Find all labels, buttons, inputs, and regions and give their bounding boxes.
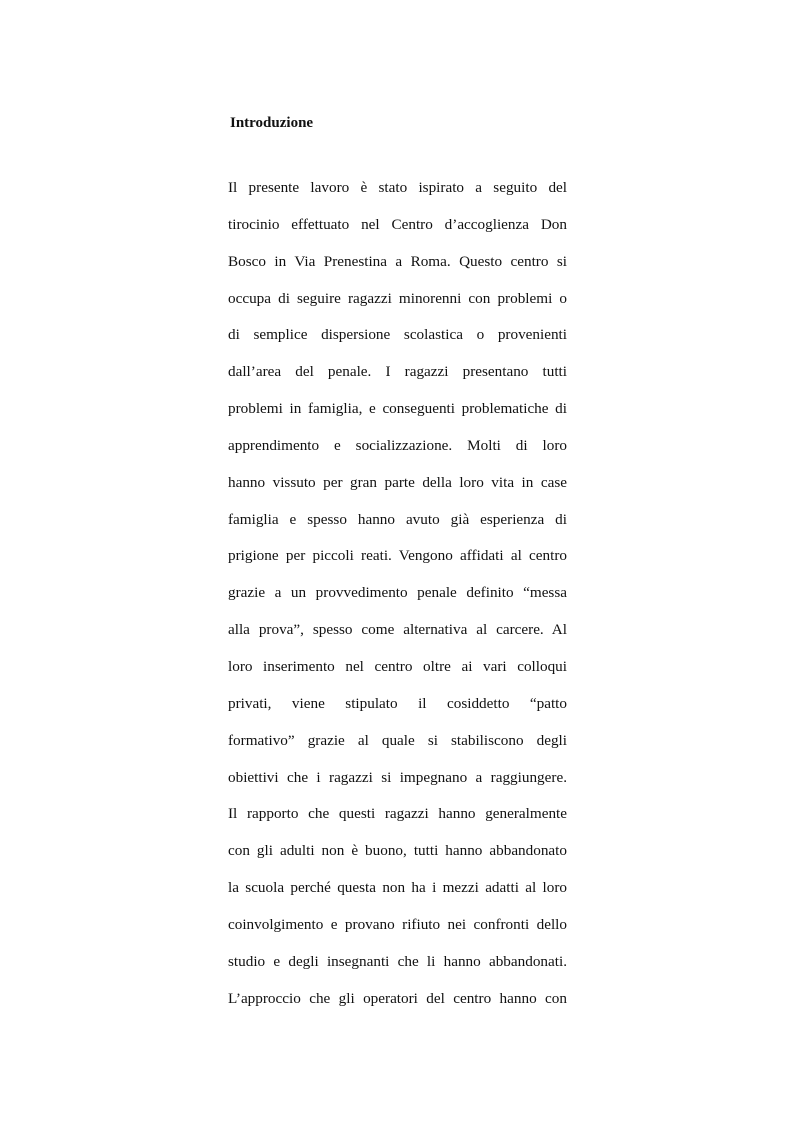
text-line: Il presente lavoro è stato ispirato a seguito del [228,179,567,196]
text-line: di semplice dispersione scolastica o provenienti [228,326,567,344]
text-line: Il rapporto che questi ragazzi hanno generalmente [228,805,567,823]
text-line: loro inserimento nel centro oltre ai vari colloqui [228,657,567,675]
text-line: prigione per piccoli reati. Vengono affidati al centro [228,547,567,565]
text-line: Bosco in Via Prenestina a Roma. Questo centro si [228,252,567,270]
body-text [228,178,567,1025]
text-line: formativo” grazie al quale si stabiliscono degli [228,731,567,749]
text-line: dall’area del penale. I ragazzi presentano tutti [228,363,567,381]
text-line: problemi in famiglia, e conseguenti problematiche di [228,400,567,418]
text-line: con gli adulti non è buono, tutti hanno abbandonato [228,842,567,860]
section-heading: Introduzione [230,115,314,131]
text-line: grazie a un provvedimento penale definito “messa [228,584,567,602]
text-line: privati, viene stipulato il cosiddetto “patto [228,694,567,712]
text-line: famiglia e spesso hanno avuto già esperienza di [228,510,567,528]
text-line: alla prova”, spesso come alternativa al carcere. Al [228,621,567,639]
text-line: apprendimento e socializzazione. Molti di loro [228,436,567,454]
text-line: coinvolgimento e provano rifiuto nei confronti dello [228,915,567,933]
text-line: occupa di seguire ragazzi minorenni con problemi o [228,289,567,307]
text-line: tirocinio effettuato nel Centro d’accoglienza Don [228,215,567,233]
text-line: la scuola perché questa non ha i mezzi adatti al loro [228,879,567,897]
text-line: obiettivi che i ragazzi si impegnano a raggiungere. [228,768,567,786]
text-line: L’approccio che gli operatori del centro hanno con [228,989,567,1007]
text-line: hanno vissuto per gran parte della loro vita in case [228,473,567,491]
text-line: studio e degli insegnanti che li hanno abbandonati. [228,952,567,970]
